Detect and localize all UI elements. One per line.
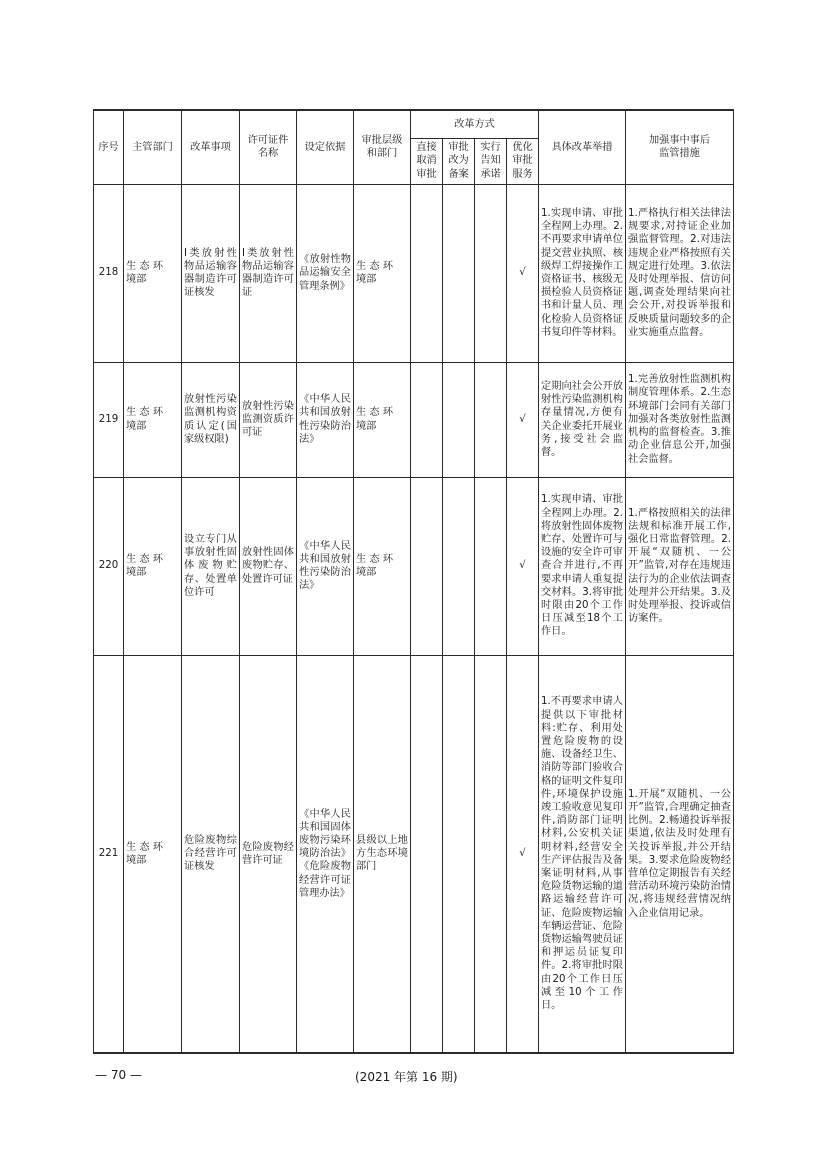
header-basis: 设定依据 <box>297 110 354 184</box>
row-measures: 1.实现申请、审批全程网上办理。2.不再要求申请单位提交营业执照、核级焊工焊接操作工资格证书、核级无损检验人员资格证书和计量人员、理化检验人员资格证书复印件等材料。 <box>539 184 626 362</box>
row-mode-optimize: √ <box>507 477 539 655</box>
row-level: 生 态 环 境部 <box>354 362 411 477</box>
row-license: 放射性污染监测资质许可证 <box>240 362 297 477</box>
row-license: 危险废物经营许可证 <box>240 655 297 1053</box>
row-license: 放射性固体废物贮存、处置许可证 <box>240 477 297 655</box>
row-level: 生 态 环 境部 <box>354 184 411 362</box>
row-measures: 1.实现申请、审批全程网上办理。2.将放射性固体废物贮存、处置许可与设施的安全许可审查合并进行,不再要求申请人重复提交材料。3.将审批时限由20个工作日压减至18个工作日。 <box>539 477 626 655</box>
row-measures: 1.不再要求申请人提供以下审批材料:贮存、利用处置危险废物的设施、设备经卫生、消防等部门验收合格的证明文件复印件,环境保护设施竣工验收意见复印件,消防部门证明材料,公安机关证明材料,经营安全生产评估报告及备案证明材料,从事危险货物运输的道路运输经营许可证、危险废物运输车辆运营证、危险货物运输驾驶员证和押运员证复印件。2.将审批时限由20个工作日压减至10个工作日。 <box>539 655 626 1053</box>
header-item: 改革事项 <box>182 110 240 184</box>
row-level: 县级以上地方生态环境部门 <box>354 655 411 1053</box>
row-supervision: 1.完善放射性监测机构制度管理体系。2.生态环境部门会同有关部门加强对各类放射性监测机构的监督检查。3.推动企业信息公开,加强社会监督。 <box>626 362 734 477</box>
row-mode-notify <box>475 362 507 477</box>
row-mode-record <box>443 655 475 1053</box>
header-mode-optimize: 优化 审批 服务 <box>507 138 539 184</box>
issue-label: (2021 年第 16 期) <box>355 1070 458 1084</box>
page-number: — 70 — <box>95 1068 142 1082</box>
table-row <box>94 477 734 655</box>
row-seq: 218 <box>94 184 124 362</box>
row-mode-record <box>443 362 475 477</box>
reform-table <box>93 109 734 1054</box>
row-license: Ⅰ类放射性物品运输容器制造许可证 <box>240 184 297 362</box>
row-dept: 生 态 环 境部 <box>124 655 182 1053</box>
row-item: 放射性污染监测机构资质认定(国家级权限) <box>182 362 240 477</box>
header-mode-notify: 实行 告知 承诺 <box>475 138 507 184</box>
header-seq: 序号 <box>94 110 124 184</box>
header-level: 审批层级 和部门 <box>354 110 411 184</box>
row-mode-record <box>443 477 475 655</box>
row-supervision: 1.开展“双随机、一公开”监管,合理确定抽查比例。2.畅通投诉举报渠道,依法及时处理有关投诉举报,并公开结果。3.要求危险废物经营单位定期报告有关经营活动环境污染防治情况,将违规经营情况纳入企业信用记录。 <box>626 655 734 1053</box>
row-measures: 定期向社会公开放射性污染监测机构存量情况,方便有关企业委托开展业务,接受社会监督。 <box>539 362 626 477</box>
header-license: 许可证件 名称 <box>240 110 297 184</box>
row-seq: 220 <box>94 477 124 655</box>
table-row <box>94 184 734 362</box>
row-mode-cancel <box>411 184 443 362</box>
row-level: 生 态 环 境部 <box>354 477 411 655</box>
row-mode-optimize: √ <box>507 184 539 362</box>
row-mode-cancel <box>411 655 443 1053</box>
row-item: 设立专门从事放射性固体废物贮存、处置单位许可 <box>182 477 240 655</box>
row-dept: 生 态 环 境部 <box>124 477 182 655</box>
row-mode-cancel <box>411 477 443 655</box>
row-item: 危险废物综合经营许可证核发 <box>182 655 240 1053</box>
row-basis: 《中华人民共和国固体废物污染环境防治法》《危险废物经营许可证管理办法》 <box>297 655 354 1053</box>
row-mode-cancel <box>411 362 443 477</box>
row-seq: 219 <box>94 362 124 477</box>
header-mode-cancel: 直接 取消 审批 <box>411 138 443 184</box>
row-mode-record <box>443 184 475 362</box>
header-measures: 具体改革举措 <box>539 110 626 184</box>
row-item: Ⅰ类放射性物品运输容器制造许可证核发 <box>182 184 240 362</box>
row-basis: 《中华人民共和国放射性污染防治法》 <box>297 362 354 477</box>
row-supervision: 1.严格按照相关的法律法规和标准开展工作,强化日常监督管理。2.开展“双随机、一公开”监管,对存在违规违法行为的企业依法调查处理并公开结果。3.及时处理举报、投诉或信访案件。 <box>626 477 734 655</box>
header-reform-mode: 改革方式 <box>411 110 539 138</box>
row-supervision: 1.严格执行相关法律法规要求,对持证企业加强监督管理。2.对违法违规企业严格按照有关规定进行处理。3.依法及时处理举报、信访问题,调查处理结果向社会公开,对投诉举报和反映质量问题较多的企业实施重点监督。 <box>626 184 734 362</box>
row-basis: 《放射性物品运输安全管理条例》 <box>297 184 354 362</box>
row-mode-optimize: √ <box>507 362 539 477</box>
row-dept: 生 态 环 境部 <box>124 184 182 362</box>
row-seq: 221 <box>94 655 124 1053</box>
header-supervision: 加强事中事后 监管措施 <box>626 110 734 184</box>
header-dept: 主管部门 <box>124 110 182 184</box>
row-mode-notify <box>475 477 507 655</box>
row-mode-notify <box>475 184 507 362</box>
row-dept: 生 态 环 境部 <box>124 362 182 477</box>
header-mode-record: 审批 改为 备案 <box>443 138 475 184</box>
table-row <box>94 655 734 1053</box>
row-mode-notify <box>475 655 507 1053</box>
row-mode-optimize: √ <box>507 655 539 1053</box>
table-row <box>94 362 734 477</box>
row-basis: 《中华人民共和国放射性污染防治法》 <box>297 477 354 655</box>
